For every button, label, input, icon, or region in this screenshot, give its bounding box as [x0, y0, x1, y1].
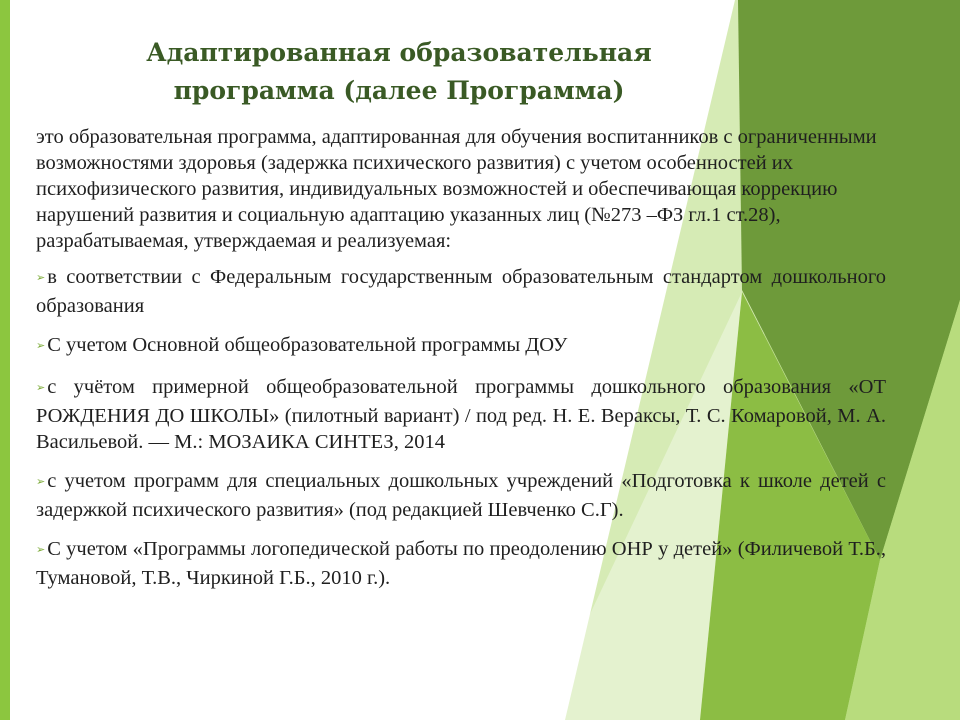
arrow-bullet-icon: ➢ — [36, 271, 46, 284]
slide-body — [36, 124, 886, 604]
arrow-bullet-icon: ➢ — [36, 543, 46, 556]
arrow-bullet-icon: ➢ — [36, 381, 46, 394]
bullet-item — [36, 374, 886, 455]
title-line-1: Адаптированная образовательная — [146, 38, 652, 67]
title-line-2: программа (далее Программа) — [173, 76, 625, 105]
intro-paragraph: это образовательная программа, адаптированная для обучения воспитанников с ограниченными возможностями здоровья (задержка психического развития) с учетом особенностей их психофизического развития, индивидуальных возможностей и обеспечивающая коррекцию нарушений развития и социальную адаптацию указанных лиц (№273 –ФЗ гл.1 ст.28), разрабатываемая, утверждаемая и реализуемая: — [36, 126, 877, 252]
arrow-bullet-icon: ➢ — [36, 339, 46, 352]
bullet-text: С учетом Основной общеобразовательной программы ДОУ — [47, 334, 568, 356]
bullet-text: с учётом примерной общеобразовательной программы дошкольного образования «ОТ РОЖДЕНИЯ ДО ШКОЛЫ» (пилотный вариант) / под ред. Н. Е. Вераксы, Т. С. Комаровой, М. А. Васильевой. — М.: МОЗАИКА СИНТЕЗ, 2014 — [36, 376, 886, 453]
arrow-bullet-icon: ➢ — [36, 475, 46, 488]
bullet-item — [36, 468, 886, 523]
bullet-text: в соответствии с Федеральным государственным образовательным стандартом дошкольного образования — [36, 266, 886, 317]
bullet-item — [36, 264, 886, 319]
slide-title — [100, 34, 698, 110]
bullet-list — [36, 264, 886, 591]
bullet-item — [36, 332, 886, 361]
bullet-text: С учетом «Программы логопедической работы по преодолению ОНР у детей» (Филичевой Т.Б., Тумановой, Т.В., Чиркиной Г.Б., 2010 г.). — [36, 538, 886, 589]
bullet-item — [36, 536, 886, 591]
bullet-text: с учетом программ для специальных дошкольных учреждений «Подготовка к школе детей с задержкой психического развития» (под редакцией Шевченко С.Г). — [36, 470, 886, 521]
